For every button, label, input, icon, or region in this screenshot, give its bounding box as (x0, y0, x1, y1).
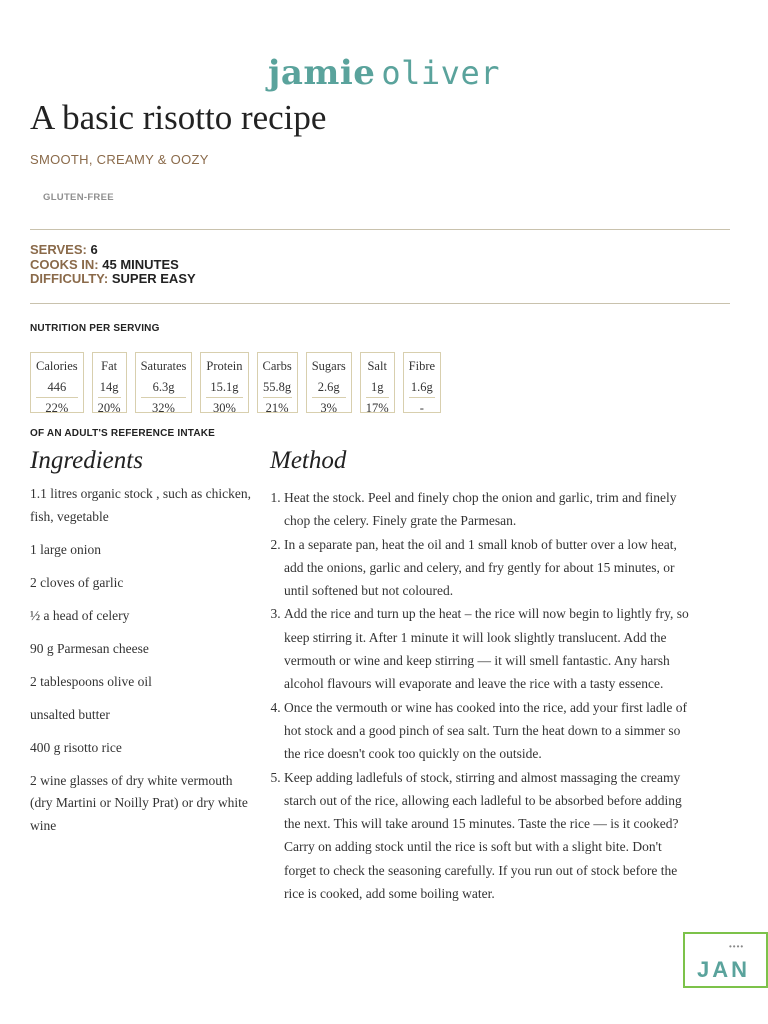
serves-value: 6 (90, 242, 98, 257)
method-heading: Method (270, 447, 347, 474)
ingredients-heading: Ingredients (30, 447, 143, 474)
nutrition-name: Carbs (262, 359, 292, 373)
nutrition-ri: 32% (152, 401, 175, 415)
recipe-subtitle: SMOOTH, CREAMY & OOZY (30, 152, 209, 167)
brand-logo[interactable] (0, 52, 768, 93)
serves-label: SERVES: (30, 242, 87, 257)
brand-logo-part2: oliver (381, 54, 500, 92)
nutrition-cell-fibre (403, 352, 441, 413)
nutrition-value: 14g (98, 377, 121, 398)
nutrition-value: 1g (366, 377, 389, 398)
recipe-meta (30, 243, 196, 287)
nutrition-ri: 20% (97, 401, 121, 415)
method-step: 4. Once the vermouth or wine has cooked into the rice, add your first ladle of hot stock and a good pinch of sea salt. Turn the heat down to a simmer so the rice doesn't cook too quickly on the outside. (284, 696, 694, 766)
nutrition-value: 1.6g (409, 377, 435, 398)
ingredient-item: 400 g risotto rice (30, 739, 122, 755)
nutrition-cell-fat (92, 352, 127, 413)
badge-text: JAN (697, 957, 751, 982)
nutrition-footer: OF AN ADULT'S REFERENCE INTAKE (30, 428, 216, 439)
ingredient-item: 1.1 litres organic stock , such as chicken, fish, vegetable (30, 486, 251, 524)
nutrition-value: 446 (36, 377, 78, 398)
brand-logo-part1: jamie (268, 53, 376, 93)
nutrition-cell-saturates (135, 352, 193, 413)
nutrition-name: Calories (36, 359, 78, 373)
difficulty-label: DIFFICULTY: (30, 271, 109, 286)
nutrition-value: 2.6g (312, 377, 346, 398)
method-step: 5. Keep adding ladlefuls of stock, stirring and almost massaging the creamy starch out of the rice, allowing each ladleful to be absorbed before adding the next. This will take around 15 minutes. Taste the rice — is it cooked? Carry on adding stock until the rice is soft but with a slight bite. Don't forget to check the seasoning carefully. If you run out of stock before the rice is cooked, add some boiling water. (284, 766, 694, 906)
nutrition-name: Saturates (140, 359, 187, 373)
nutrition-ri: - (419, 401, 424, 415)
nutrition-ri: 21% (265, 401, 289, 415)
nutrition-name: Fat (101, 359, 118, 373)
ingredient-item: 2 tablespoons olive oil (30, 673, 152, 689)
cooks-value: 45 MINUTES (102, 256, 179, 272)
nutrition-cell-calories (30, 352, 84, 413)
ingredient-item: unsalted butter (30, 706, 110, 722)
ingredient-item: ½ a head of celery (30, 607, 130, 623)
cooks-label: COOKS IN: (30, 256, 99, 272)
ingredient-item: 1 large onion (30, 541, 101, 557)
method-steps (270, 486, 694, 905)
nutrition-name: Salt (367, 359, 387, 373)
cooks-row (30, 258, 196, 273)
nutrition-cell-sugars (306, 352, 352, 413)
nutrition-name: Protein (206, 359, 243, 373)
nutrition-ri: 3% (320, 401, 338, 415)
difficulty-value: SUPER EASY (111, 271, 196, 286)
nutrition-name: Sugars (311, 359, 346, 373)
serves-row (30, 243, 196, 258)
nutrition-cell-protein (200, 352, 248, 413)
ingredient-item: 2 wine glasses of dry white vermouth (dry Martini or Noilly Prat) or dry white wine (30, 772, 248, 833)
method-step: 1. Heat the stock. Peel and finely chop the onion and garlic, trim and finely chop the celery. Finely grate the Parmesan. (284, 486, 694, 533)
nutrition-ri: 30% (213, 401, 236, 415)
ingredient-item: 2 cloves of garlic (30, 574, 124, 590)
nutrition-ri: 22% (45, 401, 69, 415)
nutrition-cell-carbs (257, 352, 298, 413)
difficulty-row (30, 272, 196, 287)
nutrition-table (30, 352, 449, 413)
method-step: 2. In a separate pan, heat the oil and 1 small knob of butter over a low heat, add the onions, garlic and celery, and fry gently for about 15 minutes, or until softened but not coloured. (284, 533, 694, 603)
nutrition-heading: NUTRITION PER SERVING (30, 323, 160, 334)
badge-dots: •••• (729, 942, 745, 951)
dietary-tag[interactable]: GLUTEN-FREE (43, 192, 114, 203)
divider-top (30, 229, 730, 230)
method-step: 3. Add the rice and turn up the heat – the rice will now begin to lightly fry, so keep stirring it. After 1 minute it will look slightly translucent. Add the vermouth or wine and keep stirring — it will smell fantastic. Any harsh alcohol flavours will evaporate and leave the rice with a tasty essence. (284, 602, 694, 695)
nutrition-value: 6.3g (141, 377, 187, 398)
nutrition-value: 55.8g (263, 377, 292, 398)
page-title: A basic risotto recipe (30, 98, 327, 137)
nutrition-value: 15.1g (206, 377, 242, 398)
nutrition-cell-salt (360, 352, 395, 413)
divider-bottom (30, 303, 730, 304)
nutrition-ri: 17% (365, 401, 389, 415)
ingredients-list (30, 483, 255, 848)
nutrition-name: Fibre (408, 359, 436, 373)
ingredient-item: 90 g Parmesan cheese (30, 640, 149, 656)
promo-badge[interactable] (683, 932, 768, 988)
